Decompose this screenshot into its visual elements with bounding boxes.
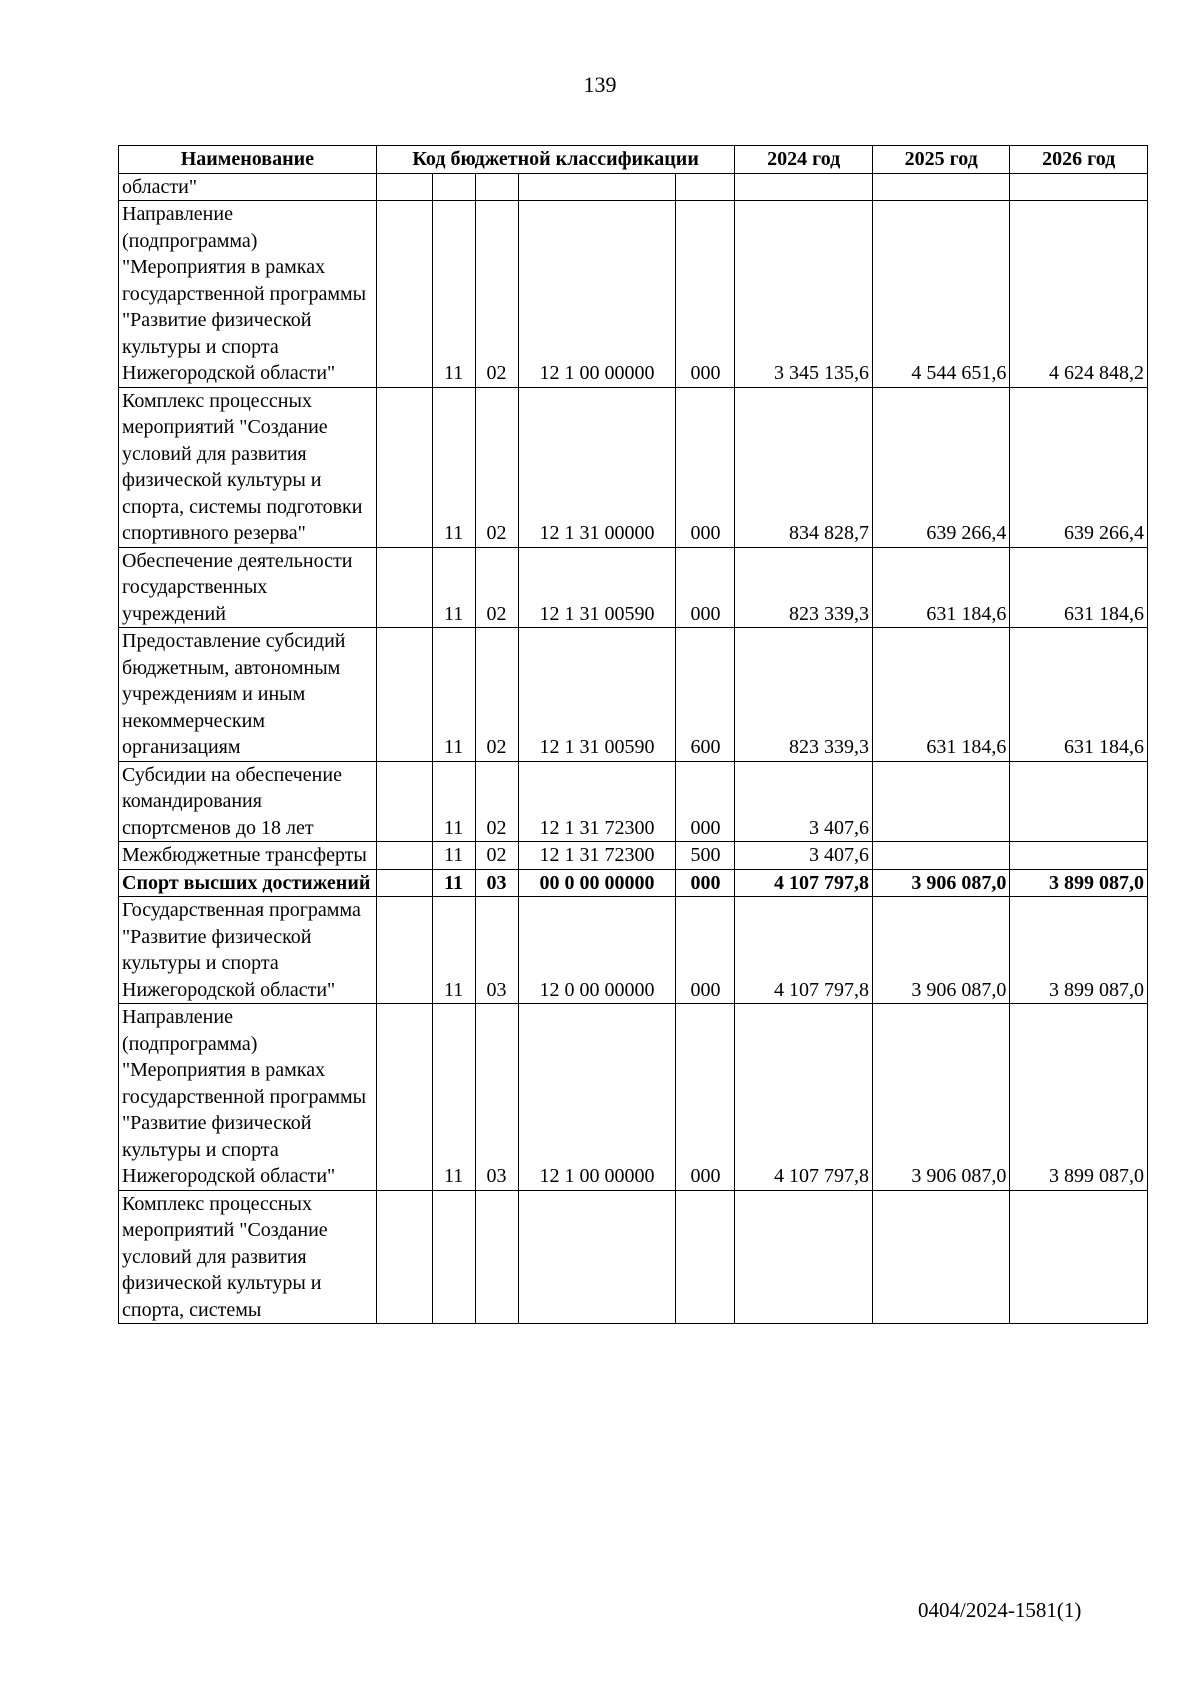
cell-section — [432, 173, 475, 201]
cell-name: Субсидии на обеспечение командирования спортсменов до 18 лет — [119, 761, 377, 842]
cell-target-article: 00 0 00 00000 — [518, 869, 676, 897]
cell-2025: 3 906 087,0 — [872, 897, 1009, 1004]
cell-blank — [376, 761, 432, 842]
cell-section: 11 — [432, 761, 475, 842]
table-row — [119, 387, 1148, 547]
page-number: 139 — [583, 72, 617, 97]
cell-2024: 823 339,3 — [735, 628, 872, 762]
cell-subsection: 03 — [475, 1004, 518, 1191]
cell-2025 — [872, 173, 1009, 201]
cell-2026 — [1010, 173, 1148, 201]
cell-subsection: 03 — [475, 869, 518, 897]
table-row — [119, 628, 1148, 762]
cell-target-article — [518, 173, 676, 201]
cell-expense-type: 000 — [676, 761, 735, 842]
cell-blank — [376, 842, 432, 870]
table-row — [119, 173, 1148, 201]
cell-name: Предоставление субсидий бюджетным, автономным учреждениям и иным некоммерческим организациям — [119, 628, 377, 762]
cell-expense-type: 600 — [676, 628, 735, 762]
cell-expense-type: 000 — [676, 869, 735, 897]
cell-2025: 631 184,6 — [872, 628, 1009, 762]
cell-expense-type: 000 — [676, 547, 735, 628]
cell-target-article: 12 1 31 00590 — [518, 628, 676, 762]
cell-target-article: 12 1 00 00000 — [518, 1004, 676, 1191]
cell-2025: 631 184,6 — [872, 547, 1009, 628]
cell-section: 11 — [432, 1004, 475, 1191]
cell-section: 11 — [432, 897, 475, 1004]
cell-blank — [376, 869, 432, 897]
cell-blank — [376, 547, 432, 628]
cell-name: Направление (подпрограмма) "Мероприятия в рамках государственной программы "Развитие физической культуры и спорта Нижегородской области" — [119, 201, 377, 388]
cell-blank — [376, 173, 432, 201]
document-code: 0404/2024-1581(1) — [918, 1598, 1082, 1622]
cell-name: области" — [119, 173, 377, 201]
cell-2025 — [872, 761, 1009, 842]
table-row — [119, 1004, 1148, 1191]
cell-2025: 639 266,4 — [872, 387, 1009, 547]
cell-2024: 834 828,7 — [735, 387, 872, 547]
cell-2025 — [872, 1190, 1009, 1324]
cell-subsection: 02 — [475, 761, 518, 842]
cell-section — [432, 1190, 475, 1324]
cell-2026: 4 624 848,2 — [1010, 201, 1148, 388]
table-row — [119, 1190, 1148, 1324]
cell-section: 11 — [432, 869, 475, 897]
cell-2024: 4 107 797,8 — [735, 869, 872, 897]
cell-2024 — [735, 1190, 872, 1324]
cell-section: 11 — [432, 201, 475, 388]
cell-name: Комплекс процессных мероприятий "Создание условий для развития физической культуры и спорта, системы — [119, 1190, 377, 1324]
cell-subsection: 02 — [475, 628, 518, 762]
cell-2026: 631 184,6 — [1010, 628, 1148, 762]
cell-expense-type: 000 — [676, 387, 735, 547]
table-row — [119, 547, 1148, 628]
cell-target-article: 12 1 31 72300 — [518, 761, 676, 842]
cell-expense-type: 000 — [676, 201, 735, 388]
table-row — [119, 869, 1148, 897]
budget-table — [118, 145, 1148, 1324]
cell-target-article: 12 1 00 00000 — [518, 201, 676, 388]
cell-expense-type: 000 — [676, 1004, 735, 1191]
cell-name: Обеспечение деятельности государственных учреждений — [119, 547, 377, 628]
cell-blank — [376, 628, 432, 762]
cell-blank — [376, 1190, 432, 1324]
cell-section: 11 — [432, 842, 475, 870]
cell-subsection — [475, 1190, 518, 1324]
cell-target-article: 12 0 00 00000 — [518, 897, 676, 1004]
cell-2025: 3 906 087,0 — [872, 1004, 1009, 1191]
cell-subsection: 02 — [475, 842, 518, 870]
cell-2026: 631 184,6 — [1010, 547, 1148, 628]
cell-subsection: 02 — [475, 547, 518, 628]
cell-2025: 3 906 087,0 — [872, 869, 1009, 897]
cell-2026: 3 899 087,0 — [1010, 897, 1148, 1004]
cell-2026 — [1010, 842, 1148, 870]
cell-2024: 3 407,6 — [735, 842, 872, 870]
cell-2024: 4 107 797,8 — [735, 897, 872, 1004]
cell-name: Межбюджетные трансферты — [119, 842, 377, 870]
cell-2025: 4 544 651,6 — [872, 201, 1009, 388]
cell-expense-type — [676, 1190, 735, 1324]
cell-target-article: 12 1 31 00590 — [518, 547, 676, 628]
cell-blank — [376, 201, 432, 388]
cell-blank — [376, 1004, 432, 1191]
cell-section: 11 — [432, 387, 475, 547]
header-code: Код бюджетной классификации — [376, 146, 735, 174]
cell-expense-type: 500 — [676, 842, 735, 870]
cell-2025 — [872, 842, 1009, 870]
cell-target-article: 12 1 31 72300 — [518, 842, 676, 870]
header-2024: 2024 год — [735, 146, 872, 174]
table-row — [119, 842, 1148, 870]
cell-name: Комплекс процессных мероприятий "Создание условий для развития физической культуры и спорта, системы подготовки спортивного резерва" — [119, 387, 377, 547]
cell-target-article — [518, 1190, 676, 1324]
cell-section: 11 — [432, 547, 475, 628]
cell-section: 11 — [432, 628, 475, 762]
cell-subsection: 02 — [475, 387, 518, 547]
cell-subsection: 03 — [475, 897, 518, 1004]
header-2025: 2025 год — [872, 146, 1009, 174]
cell-expense-type: 000 — [676, 897, 735, 1004]
cell-2026: 3 899 087,0 — [1010, 1004, 1148, 1191]
cell-blank — [376, 387, 432, 547]
cell-target-article: 12 1 31 00000 — [518, 387, 676, 547]
table-row — [119, 761, 1148, 842]
cell-2024: 3 407,6 — [735, 761, 872, 842]
header-name: Наименование — [119, 146, 377, 174]
table-body — [119, 173, 1148, 1324]
cell-2026 — [1010, 761, 1148, 842]
cell-name: Направление (подпрограмма) "Мероприятия в рамках государственной программы "Развитие физической культуры и спорта Нижегородской области" — [119, 1004, 377, 1191]
table-row — [119, 201, 1148, 388]
cell-2024: 823 339,3 — [735, 547, 872, 628]
cell-blank — [376, 897, 432, 1004]
table-header-row — [119, 146, 1148, 174]
cell-2026: 3 899 087,0 — [1010, 869, 1148, 897]
cell-subsection: 02 — [475, 201, 518, 388]
cell-2024: 4 107 797,8 — [735, 1004, 872, 1191]
cell-2024: 3 345 135,6 — [735, 201, 872, 388]
cell-2026 — [1010, 1190, 1148, 1324]
cell-expense-type — [676, 173, 735, 201]
header-2026: 2026 год — [1010, 146, 1148, 174]
cell-name: Спорт высших достижений — [119, 869, 377, 897]
cell-subsection — [475, 173, 518, 201]
cell-2024 — [735, 173, 872, 201]
cell-2026: 639 266,4 — [1010, 387, 1148, 547]
cell-name: Государственная программа "Развитие физической культуры и спорта Нижегородской области" — [119, 897, 377, 1004]
table-row — [119, 897, 1148, 1004]
